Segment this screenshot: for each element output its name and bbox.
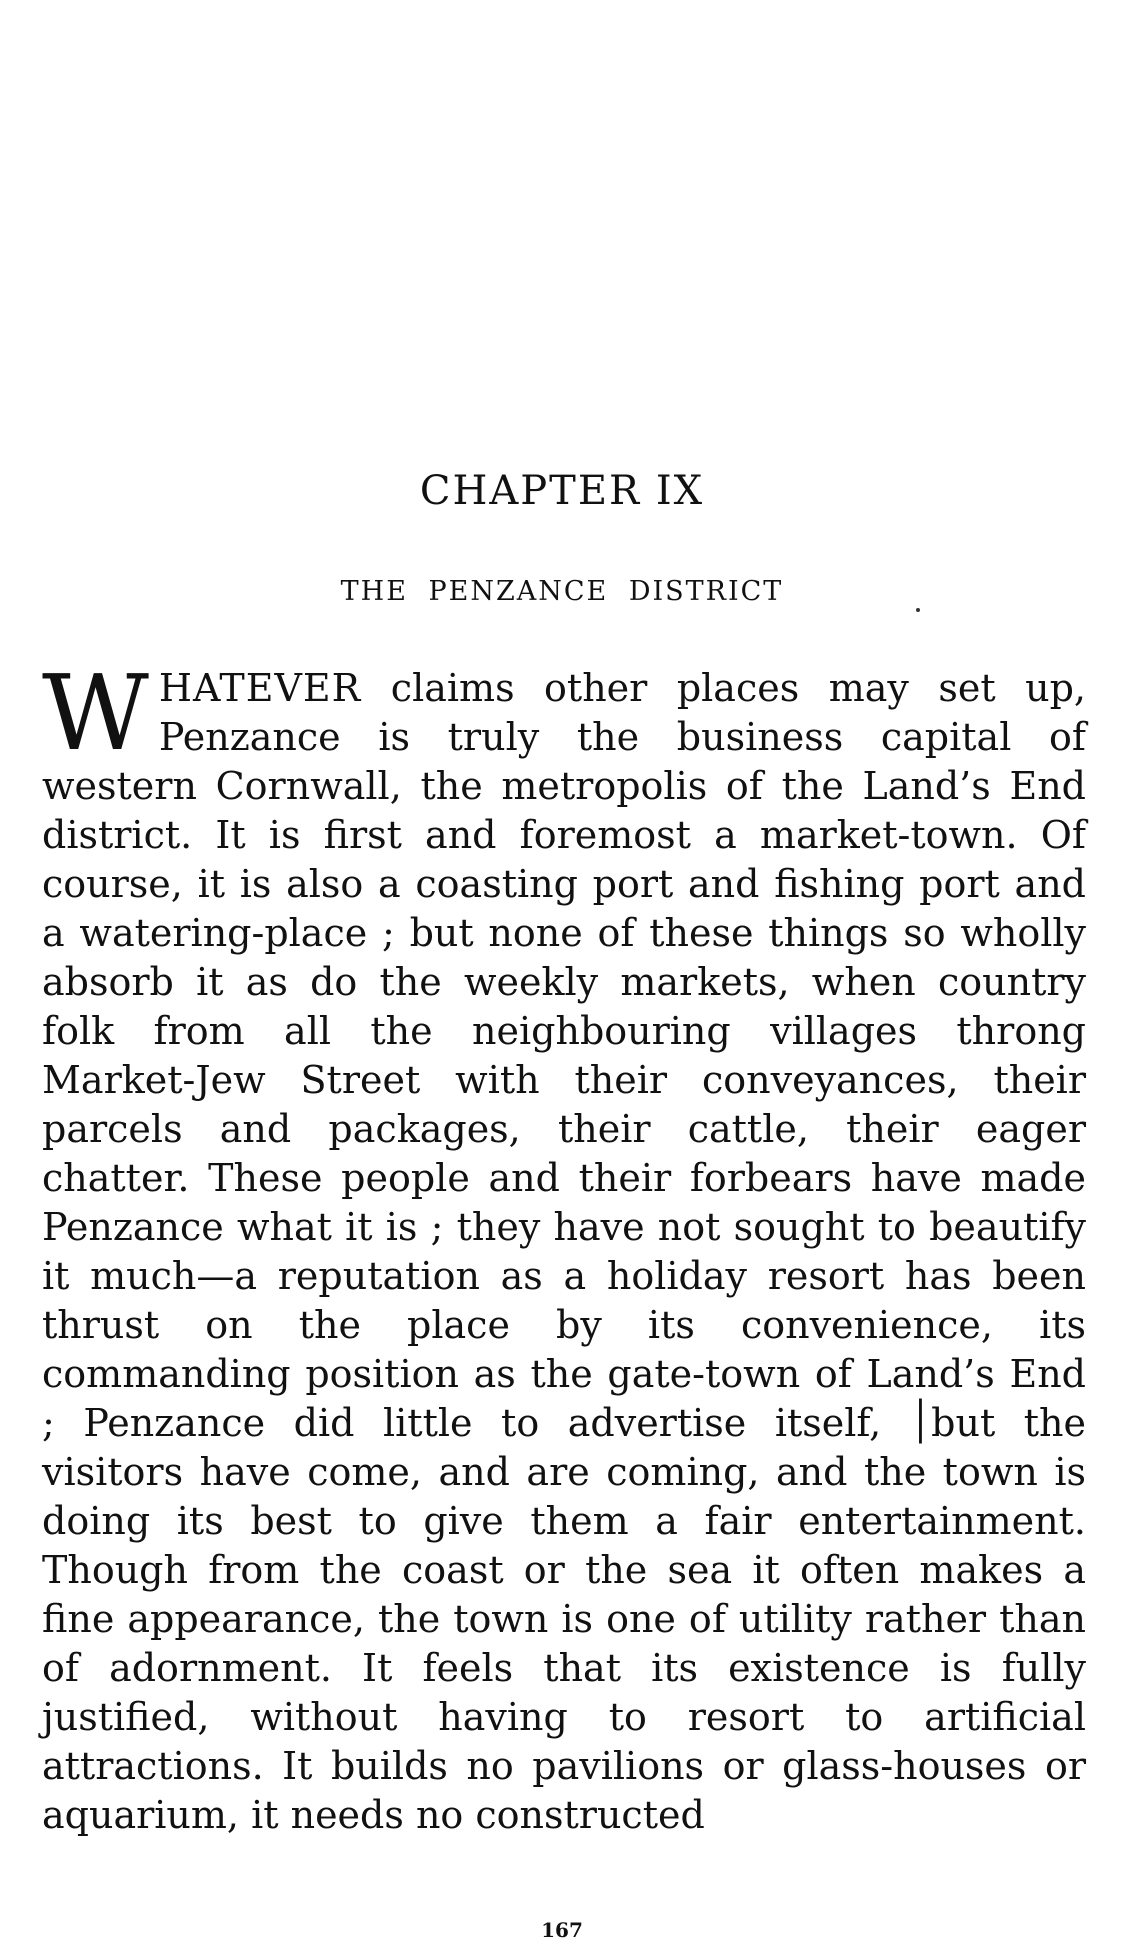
body-paragraph xyxy=(42,652,1086,1840)
lead-word: HATEVER xyxy=(158,666,362,710)
paragraph-text: claims other places may set up, Penzance is truly the business capital of western Cornwall, the metropolis of the Land’s End district. It is first and foremost a market-town. Of course, it is also a coasting port and fishing port and a watering-place ; but none of these things so wholly absorb it as do the weekly markets, when country folk from all the neighbouring villages throng Market-Jew Street with their conveyances, their parcels and packages, their cattle, their eager chatter. These people and their forbears have made Penzance what it is ; they have not sought to beautify it much—a reputation as a holiday resort has been thrust on the place by its convenience, its commanding position as the gate-town of Land’s End ; Penzance did little to advertise itself, ׀but the visitors have come, and are coming, and the town is doing its best to give them a fair entertainment. Though from the coast or the sea it often makes a fine appearance, the town is one of utility rather than of adornment. It feels that its existence is fully justified, without having to resort to artificial attractions. It builds no pavilions or glass-houses or aquarium, it needs no constructed xyxy=(42,666,1086,1837)
page-number: 167 xyxy=(541,1918,583,1942)
drop-cap: W xyxy=(42,652,149,774)
chapter-subtitle: THE PENZANCE DISTRICT xyxy=(340,576,784,607)
page-speck xyxy=(916,608,920,612)
chapter-title: CHAPTER IX xyxy=(419,468,705,514)
